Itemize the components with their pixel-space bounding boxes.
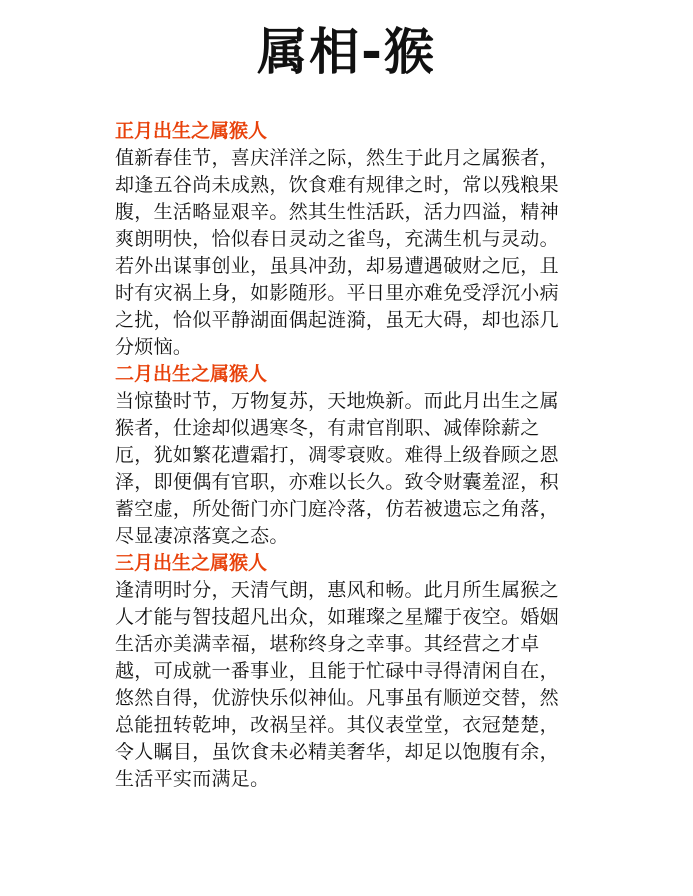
paragraph-line: 时有灾祸上身，如影随形。平日里亦难免受浮沉小病 [115,282,559,304]
paragraph-line: 生活亦美满幸福，堪称终身之幸事。其经营之才卓 [115,633,540,655]
paragraph-line: 爽朗明快，恰似春日灵动之雀鸟，充满生机与灵动。 [115,228,559,250]
paragraph-line: 腹，生活略显艰辛。然其生性活跃，活力四溢，精神 [115,201,559,223]
paragraph-line: 尽显凄凉落寞之态。 [115,525,289,547]
paragraph-line: 之扰，恰似平静湖面偶起涟漪，虽无大碍，却也添几 [115,309,559,331]
paragraph-line: 值新春佳节，喜庆洋洋之际，然生于此月之属猴者， [115,147,559,169]
paragraph-line: 泽，即便偶有官职，亦难以长久。致令财囊羞涩，积 [115,471,559,493]
section-heading: 三月出生之属猴人 [115,552,268,574]
paragraph-line: 分烦恼。 [115,336,193,358]
paragraph-line: 令人瞩目，虽饮食未必精美奢华，却足以饱腹有余， [115,741,559,763]
paragraph-line: 当惊蛰时节，万物复苏，天地焕新。而此月出生之属 [115,390,559,412]
paragraph-line: 生活平实而满足。 [115,768,270,790]
paragraph-line: 悠然自得，优游快乐似神仙。凡事虽有顺逆交替，然 [115,687,559,709]
paragraph-line: 人才能与智技超凡出众，如璀璨之星耀于夜空。婚姻 [115,606,559,628]
paragraph-line: 猴者，仕途却似遇寒冬，有肃官削职、减俸除薪之 [115,417,540,439]
page-title: 属相-猴 [257,23,436,81]
paragraph-line: 厄，犹如繁花遭霜打，凋零衰败。难得上级眷顾之恩 [115,444,559,466]
paragraph-line: 若外出谋事创业，虽具冲劲，却易遭遇破财之厄，且 [115,255,559,277]
section-heading: 二月出生之属猴人 [115,363,268,385]
paragraph-line: 总能扭转乾坤，改祸呈祥。其仪表堂堂，衣冠楚楚， [115,714,559,736]
paragraph-line: 蓄空虚，所处衙门亦门庭冷落，仿若被遗忘之角落， [115,498,559,520]
paragraph-line: 越，可成就一番事业，且能于忙碌中寻得清闲自在， [115,660,559,682]
section-heading: 正月出生之属猴人 [115,120,268,142]
paragraph-line: 逢清明时分，天清气朗，惠风和畅。此月所生属猴之 [115,579,559,601]
article-body [115,118,585,793]
paragraph-line: 却逢五谷尚未成熟，饮食难有规律之时，常以残粮果 [115,174,559,196]
